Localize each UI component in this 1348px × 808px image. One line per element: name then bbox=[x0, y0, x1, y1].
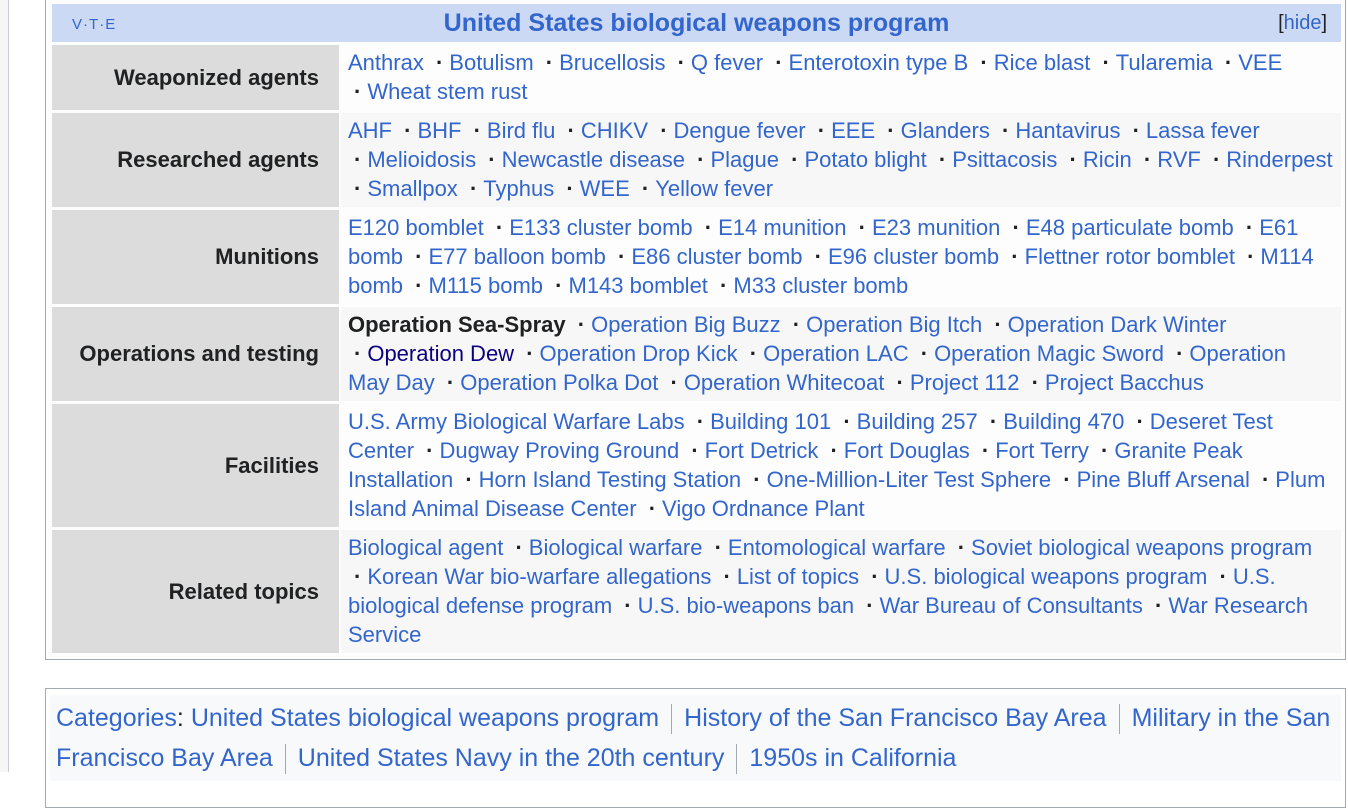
navbox-link[interactable]: Korean War bio-warfare allegations bbox=[367, 564, 712, 589]
navbox-rows bbox=[52, 45, 1341, 653]
list-separator: · bbox=[545, 50, 554, 75]
navbox-link[interactable]: M114 bomb bbox=[348, 244, 1314, 298]
navbox-link[interactable]: Vigo Ordnance Plant bbox=[662, 496, 865, 521]
list-separator: · bbox=[473, 118, 481, 143]
list-separator: · bbox=[723, 564, 731, 589]
navbox-link[interactable]: Dengue fever bbox=[673, 118, 806, 143]
navbox-link[interactable]: E86 cluster bomb bbox=[631, 244, 803, 269]
navbox-link[interactable]: RVF bbox=[1157, 147, 1201, 172]
navbox-group-label: Facilities bbox=[52, 404, 339, 527]
list-separator: · bbox=[1101, 438, 1109, 463]
navbox-link[interactable]: Melioidosis bbox=[367, 147, 477, 172]
navbox-link[interactable]: Operation Big Buzz bbox=[591, 312, 781, 337]
list-separator: · bbox=[1219, 564, 1227, 589]
navbox-link[interactable]: Biological agent bbox=[348, 535, 504, 560]
talk-template-link[interactable]: T bbox=[89, 16, 100, 33]
list-separator: · bbox=[495, 215, 504, 240]
navbox-row bbox=[52, 210, 1341, 304]
navbox-link[interactable]: VEE bbox=[1238, 50, 1283, 75]
navbox-link[interactable]: Deseret Test Center bbox=[348, 409, 1273, 463]
navbox-link[interactable]: E133 cluster bomb bbox=[509, 215, 693, 240]
hide-link[interactable]: hide bbox=[1283, 12, 1322, 34]
navbox-link[interactable]: War Bureau of Consultants bbox=[879, 593, 1143, 618]
category-list: Categories: United States biological weapons program History of the San Francisco Bay Area Military in the San Francisco Bay Area United States Navy in the 20th century 1950s in California bbox=[50, 695, 1341, 781]
list-separator: · bbox=[887, 118, 895, 143]
category-link[interactable]: United States biological weapons program bbox=[190, 704, 660, 732]
list-separator: · bbox=[354, 176, 362, 201]
navbox-group-label: Weaponized agents bbox=[52, 45, 339, 110]
navbox-link[interactable]: Soviet biological weapons program bbox=[971, 535, 1313, 560]
list-separator: · bbox=[714, 535, 722, 560]
list-separator: · bbox=[704, 215, 713, 240]
navbox-row bbox=[52, 113, 1341, 207]
list-separator: · bbox=[830, 438, 838, 463]
navbox-link[interactable]: Wheat stem rust bbox=[367, 79, 528, 104]
list-separator: · bbox=[1261, 467, 1270, 492]
navbox-link[interactable]: Biological warfare bbox=[528, 535, 703, 560]
list-separator: · bbox=[354, 341, 362, 366]
navbox-link[interactable]: Newcastle disease bbox=[501, 147, 686, 172]
navbox-link[interactable]: Operation LAC bbox=[763, 341, 909, 366]
navbox-link[interactable]: Dugway Proving Ground bbox=[439, 438, 680, 463]
list-separator: · bbox=[677, 50, 685, 75]
category-separator bbox=[736, 744, 737, 774]
navbox-link[interactable]: Fort Detrick bbox=[704, 438, 819, 463]
list-separator: · bbox=[1069, 147, 1077, 172]
list-separator: · bbox=[1031, 370, 1039, 395]
navbox-link[interactable]: E48 particulate bomb bbox=[1025, 215, 1234, 240]
navbox-link[interactable]: E96 cluster bomb bbox=[827, 244, 1000, 269]
navbox-link[interactable]: WEE bbox=[579, 176, 630, 201]
list-separator: · bbox=[1247, 244, 1255, 269]
list-separator: · bbox=[1136, 409, 1144, 434]
list-separator: · bbox=[555, 273, 563, 298]
category-link[interactable]: History of the San Francisco Bay Area bbox=[684, 704, 1107, 732]
navbox-link[interactable]: Operation Drop Kick bbox=[539, 341, 738, 366]
list-separator: · bbox=[994, 312, 1002, 337]
navbox-link[interactable]: M143 bomblet bbox=[568, 273, 708, 298]
navbox-link[interactable]: Building 470 bbox=[1003, 409, 1125, 434]
navbox-link[interactable]: Smallpox bbox=[367, 176, 458, 201]
list-separator: · bbox=[1132, 118, 1140, 143]
navbox-link[interactable]: Bird flu bbox=[486, 118, 556, 143]
navbox-link[interactable]: EEE bbox=[831, 118, 876, 143]
category-separator bbox=[1119, 704, 1120, 734]
navbox-link[interactable]: Enterotoxin type B bbox=[788, 50, 969, 75]
navbox-link[interactable]: Hantavirus bbox=[1015, 118, 1121, 143]
navbox-list bbox=[341, 113, 1341, 207]
navbox-link[interactable]: Tularemia bbox=[1115, 50, 1213, 75]
list-separator: · bbox=[526, 341, 534, 366]
navbox-title[interactable]: United States biological weapons program bbox=[443, 8, 950, 37]
navbox-link[interactable]: Fort Terry bbox=[995, 438, 1089, 463]
navbox bbox=[45, 0, 1346, 660]
list-separator: · bbox=[1224, 50, 1233, 75]
navbox-link[interactable]: Granite Peak Installation bbox=[348, 438, 1243, 492]
hide-toggle[interactable]: [hide] bbox=[1278, 12, 1327, 34]
navbox-link[interactable]: Anthrax bbox=[348, 50, 424, 75]
navbox-row bbox=[52, 530, 1341, 653]
list-separator: · bbox=[989, 409, 998, 434]
navbox-link[interactable]: Project 112 bbox=[909, 370, 1020, 395]
list-separator: · bbox=[957, 535, 966, 560]
navbox-row bbox=[52, 404, 1341, 527]
navbox-link[interactable]: Rinderpest bbox=[1226, 147, 1333, 172]
view-template-link[interactable]: V bbox=[72, 16, 84, 33]
category-link[interactable]: Military in the San Francisco Bay Area bbox=[56, 704, 1331, 772]
list-separator: · bbox=[691, 438, 699, 463]
list-separator: · bbox=[775, 50, 783, 75]
category-link[interactable]: 1950s in California bbox=[749, 744, 957, 772]
list-separator: · bbox=[814, 244, 822, 269]
list-separator: · bbox=[1154, 593, 1163, 618]
navbox-title-bar bbox=[52, 4, 1341, 42]
list-separator: · bbox=[426, 438, 434, 463]
navbox-link[interactable]: E61 bomb bbox=[348, 215, 1299, 269]
navbox-link[interactable]: Typhus bbox=[483, 176, 555, 201]
category-link[interactable]: United States Navy in the 20th century bbox=[297, 744, 725, 772]
category-separator bbox=[285, 744, 286, 774]
list-separator: · bbox=[753, 467, 761, 492]
list-separator: · bbox=[354, 564, 362, 589]
navbox-link[interactable]: Plague bbox=[710, 147, 780, 172]
list-separator: · bbox=[791, 147, 799, 172]
list-separator: · bbox=[896, 370, 904, 395]
list-separator: · bbox=[566, 176, 574, 201]
navbox-link[interactable]: Brucellosis bbox=[559, 50, 666, 75]
navbox-link[interactable]: U.S. Army Biological Warfare Labs bbox=[348, 409, 685, 434]
navbox-link[interactable]: Project Bacchus bbox=[1044, 370, 1204, 395]
navbox-list bbox=[341, 210, 1341, 304]
navbox-link[interactable]: Pine Bluff Arsenal bbox=[1076, 467, 1250, 492]
list-separator: · bbox=[415, 273, 423, 298]
navbox-link[interactable]: Operation Dark Winter bbox=[1007, 312, 1227, 337]
list-separator: · bbox=[981, 438, 990, 463]
list-separator: · bbox=[749, 341, 758, 366]
vte-links: V·T·E bbox=[72, 16, 117, 33]
list-separator: · bbox=[980, 50, 988, 75]
navbox-link[interactable]: Horn Island Testing Station bbox=[478, 467, 742, 492]
navbox-list bbox=[341, 307, 1341, 401]
navbox-link[interactable]: U.S. biological defense program bbox=[348, 564, 1276, 618]
navbox-link[interactable]: Ricin bbox=[1082, 147, 1132, 172]
navbox-link[interactable]: Lassa fever bbox=[1145, 118, 1260, 143]
list-separator: · bbox=[415, 244, 423, 269]
list-separator: · bbox=[920, 341, 929, 366]
list-separator: · bbox=[1063, 467, 1071, 492]
list-separator: · bbox=[858, 215, 866, 240]
navbox-link[interactable]: Operation May Day bbox=[348, 341, 1287, 395]
list-separator: · bbox=[697, 147, 705, 172]
list-separator: · bbox=[871, 564, 879, 589]
navbox-row bbox=[52, 307, 1341, 401]
list-separator: · bbox=[404, 118, 412, 143]
navbox-link[interactable]: Entomological warfare bbox=[727, 535, 946, 560]
edit-template-link[interactable]: E bbox=[105, 16, 117, 33]
navbox-link[interactable]: U.S. biological weapons program bbox=[884, 564, 1208, 589]
list-separator: · bbox=[515, 535, 523, 560]
navbox-group-label: Researched agents bbox=[52, 113, 339, 207]
navbox-link[interactable]: Building 101 bbox=[710, 409, 832, 434]
navbox-link[interactable]: Botulism bbox=[449, 50, 534, 75]
list-separator: · bbox=[354, 79, 362, 104]
list-separator: · bbox=[660, 118, 668, 143]
list-separator: · bbox=[1011, 244, 1019, 269]
list-separator: · bbox=[465, 467, 473, 492]
navbox-link[interactable]: Operation Whitecoat bbox=[683, 370, 885, 395]
list-separator: · bbox=[866, 593, 874, 618]
navbox-link[interactable]: Rice blast bbox=[993, 50, 1091, 75]
list-separator: · bbox=[720, 273, 728, 298]
navbox-link[interactable]: Q fever bbox=[690, 50, 764, 75]
list-separator: · bbox=[1001, 118, 1010, 143]
list-separator: · bbox=[577, 312, 586, 337]
list-separator: · bbox=[488, 147, 496, 172]
list-separator: · bbox=[792, 312, 801, 337]
categories-label[interactable]: Categories bbox=[56, 704, 177, 732]
navbox-link[interactable]: Potato blight bbox=[804, 147, 927, 172]
navbox-link[interactable]: M33 cluster bomb bbox=[733, 273, 909, 298]
list-separator: · bbox=[354, 147, 362, 172]
navbox-link[interactable]: List of topics bbox=[736, 564, 860, 589]
navbox-link[interactable]: E14 munition bbox=[718, 215, 847, 240]
navbox-group-label: Munitions bbox=[52, 210, 339, 304]
list-separator: · bbox=[624, 593, 632, 618]
navbox-link[interactable]: AHF bbox=[348, 118, 392, 143]
list-separator: · bbox=[1245, 215, 1254, 240]
navbox-link[interactable]: Operation Big Itch bbox=[806, 312, 983, 337]
navbox-link[interactable]: M115 bomb bbox=[428, 273, 544, 298]
navbox-link[interactable]: Building 257 bbox=[856, 409, 978, 434]
navbox-link[interactable]: E120 bomblet bbox=[348, 215, 484, 240]
navbox-link[interactable]: Glanders bbox=[900, 118, 990, 143]
navbox-link[interactable]: CHIKV bbox=[580, 118, 649, 143]
list-separator: · bbox=[641, 176, 650, 201]
navbox-list bbox=[341, 45, 1341, 110]
list-separator: · bbox=[1012, 215, 1020, 240]
navbox-group-label: Operations and testing bbox=[52, 307, 339, 401]
list-separator: · bbox=[648, 496, 657, 521]
navbox-link[interactable]: U.S. bio-weapons ban bbox=[637, 593, 855, 618]
category-separator bbox=[671, 704, 672, 734]
list-separator: · bbox=[435, 50, 444, 75]
list-separator: · bbox=[696, 409, 705, 434]
list-separator: · bbox=[1212, 147, 1221, 172]
list-separator: · bbox=[817, 118, 826, 143]
navbox-row bbox=[52, 45, 1341, 110]
navbox-link[interactable]: E23 munition bbox=[871, 215, 1001, 240]
navbox-list bbox=[341, 404, 1341, 527]
navbox-link[interactable]: E77 balloon bomb bbox=[428, 244, 606, 269]
navbox-link[interactable]: Operation Polka Dot bbox=[460, 370, 659, 395]
list-separator: · bbox=[938, 147, 947, 172]
list-separator: · bbox=[567, 118, 575, 143]
list-separator: · bbox=[1102, 50, 1110, 75]
category-links bbox=[45, 688, 1346, 808]
navbox-link[interactable]: War Research Service bbox=[348, 593, 1309, 647]
navbox-link[interactable]: BHF bbox=[417, 118, 462, 143]
list-separator: · bbox=[843, 409, 851, 434]
navbox-link[interactable]: Psittacosis bbox=[952, 147, 1058, 172]
navbox-list bbox=[341, 530, 1341, 653]
page-left-border bbox=[0, 0, 9, 772]
navbox-link[interactable]: Plum Island Animal Disease Center bbox=[348, 467, 1326, 521]
navbox-link[interactable]: Operation Magic Sword bbox=[934, 341, 1164, 366]
navbox-link[interactable]: Flettner rotor bomblet bbox=[1024, 244, 1235, 269]
navbox-link[interactable]: Fort Douglas bbox=[843, 438, 970, 463]
navbox-link: Operation Sea-Spray bbox=[348, 312, 566, 337]
navbox-link[interactable]: Operation Dew bbox=[367, 341, 515, 366]
list-separator: · bbox=[1176, 341, 1184, 366]
list-separator: · bbox=[1143, 147, 1152, 172]
list-separator: · bbox=[469, 176, 478, 201]
navbox-link[interactable]: One-Million-Liter Test Sphere bbox=[766, 467, 1052, 492]
navbox-group-label: Related topics bbox=[52, 530, 339, 653]
navbox-link[interactable]: Yellow fever bbox=[655, 176, 774, 201]
list-separator: · bbox=[446, 370, 455, 395]
list-separator: · bbox=[670, 370, 678, 395]
list-separator: · bbox=[617, 244, 626, 269]
